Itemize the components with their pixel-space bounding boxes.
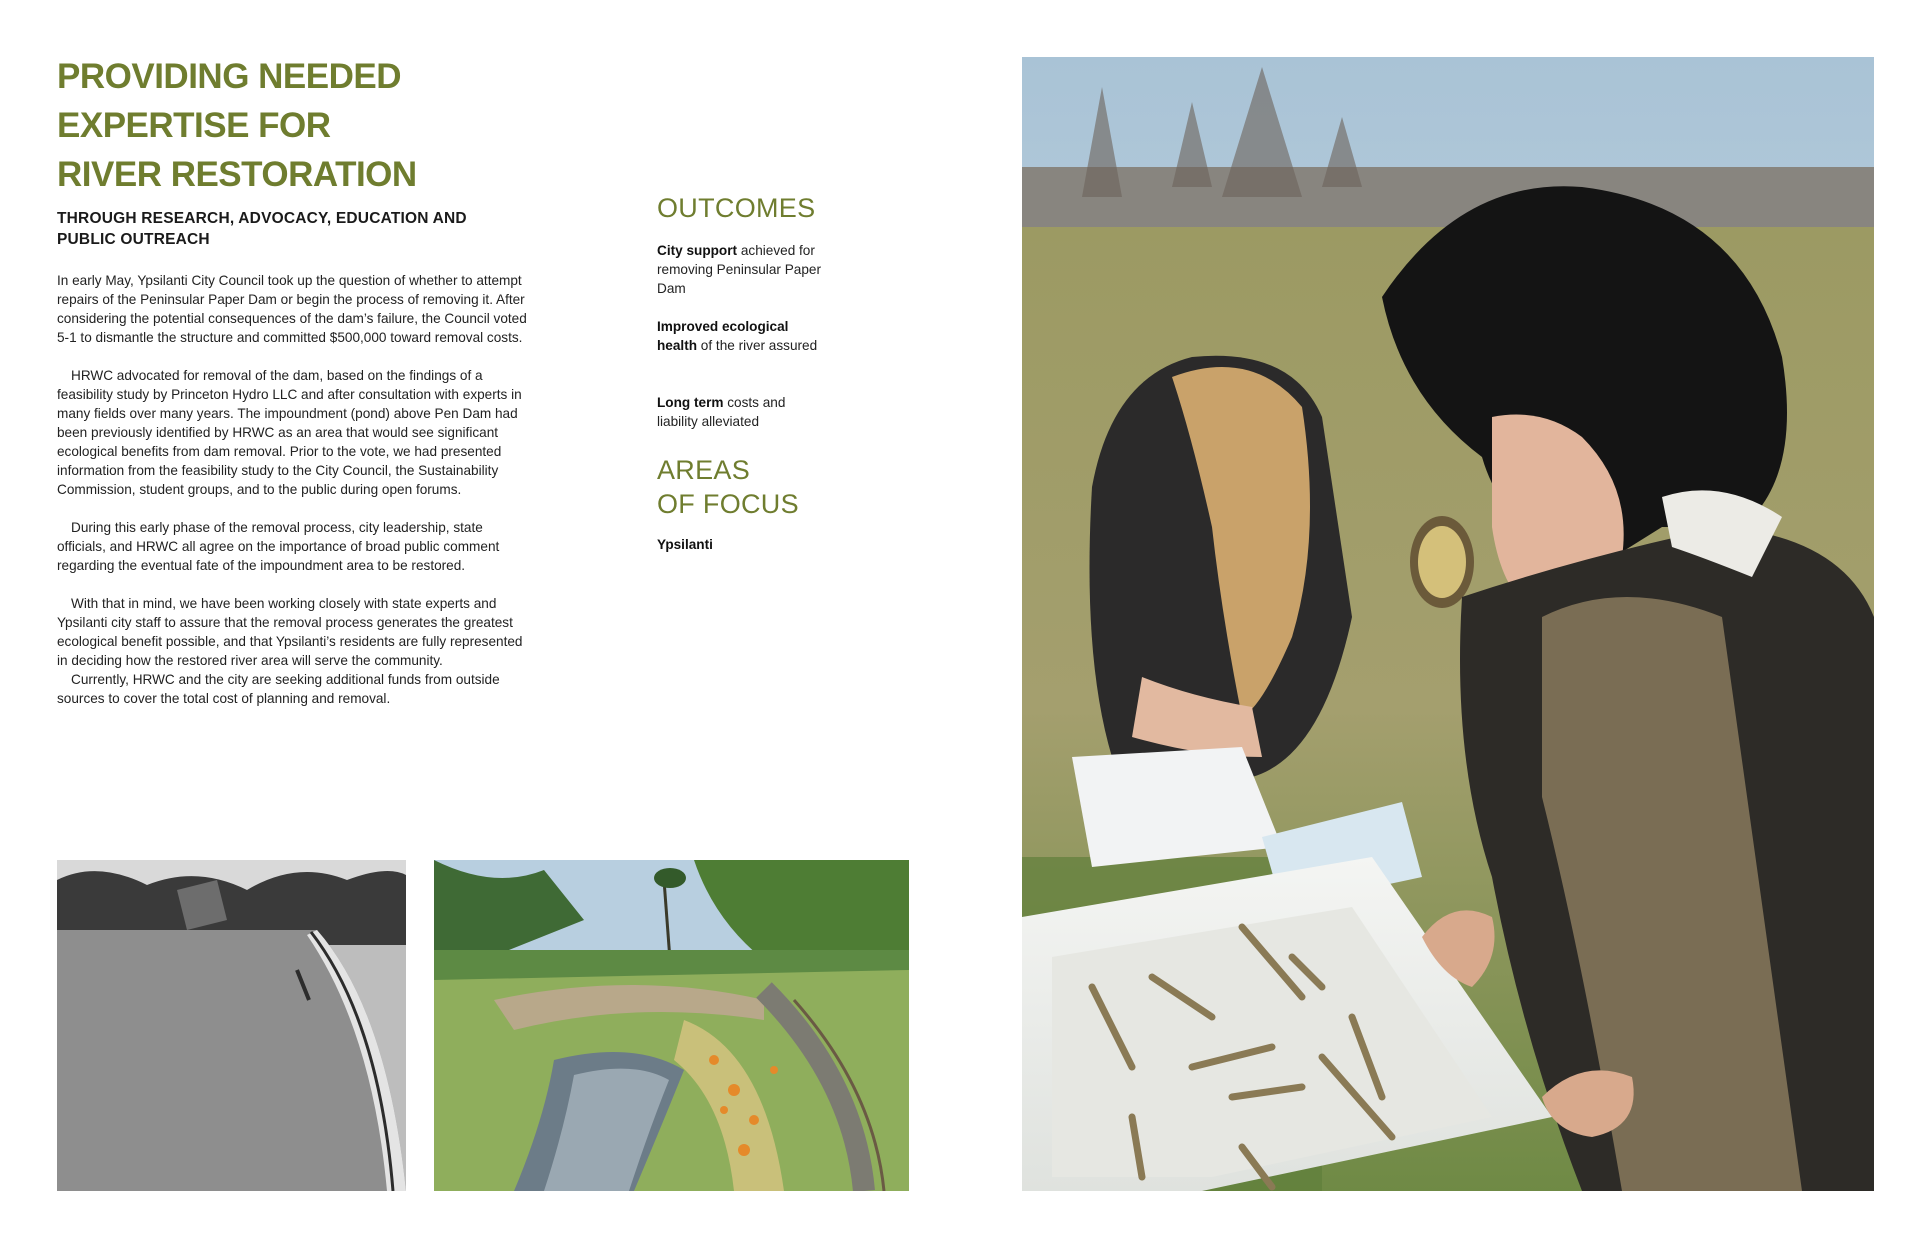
outcome-item [657,393,827,431]
page-headline [57,52,577,199]
outcome-item-bold: Long term [657,395,724,410]
body-paragraph-1: In early May, Ypsilanti City Council took up the question of whether to attempt repairs of the Peninsular Paper Dam or begin the process of removing it. After considering the potential consequences of the dam’s failure, the Council voted 5-1 to dismantle the structure and committed $500,000 toward removal costs. [57,273,527,345]
body-paragraph-5: Currently, HRWC and the city are seeking additional funds from outside sources to cover the total cost of planning and removal. [57,672,500,706]
outcome-item-text: achieved for removing Peninsular Paper Dam [657,243,821,296]
outcome-item-text: of the river assured [697,338,818,353]
headline-line-2: EXPERTISE FOR [57,106,331,145]
focus-heading-line-1: AREAS [657,455,751,485]
outcome-item-bold: City support [657,243,738,258]
areas-of-focus-heading [657,453,857,521]
outcomes-heading: OUTCOMES [657,193,816,223]
focus-area-item: Ypsilanti [657,537,713,552]
headline-line-1: PROVIDING NEEDED [57,57,401,96]
outcome-item-text: costs and liability alleviated [657,395,786,429]
focus-heading-line-2: OF FOCUS [657,489,799,519]
subheading-line-2: PUBLIC OUTREACH [57,231,210,248]
body-paragraph-2: HRWC advocated for removal of the dam, based on the findings of a feasibility study by Princeton Hydro LLC and after consultation with experts in many fields over many years. The impoundment (pond) above Pen Dam had been previously identified by HRWC as an area that would see significant ecological benefits from dam removal. Prior to the vote, we had presented information from the feasibility study to the City Council, the Sustainability Commission, student groups, and to the public during open forums. [57,368,522,497]
outcome-item-bold: Improved ecological health [657,319,789,353]
outcome-item [657,241,827,298]
headline-line-3: RIVER RESTORATION [57,155,417,194]
field-survey-photo [1022,57,1874,1191]
outcome-item [657,317,827,355]
subheading [57,208,517,250]
restored-creek-photo [434,860,909,1191]
subheading-line-1: THROUGH RESEARCH, ADVOCACY, EDUCATION AND [57,210,467,227]
body-paragraph-4: With that in mind, we have been working closely with state experts and Ypsilanti city staff to assure that the removal process generates the greatest ecological benefit possible, and that Ypsilanti’s residents are fully represented in deciding how the restored river area will serve the community. [57,596,523,668]
before-restoration-photo [57,860,406,1191]
article-body [57,271,532,727]
body-paragraph-3: During this early phase of the removal process, city leadership, state officials, and HRWC all agree on the importance of broad public comment regarding the eventual fate of the impoundment area to be restored. [57,520,500,573]
